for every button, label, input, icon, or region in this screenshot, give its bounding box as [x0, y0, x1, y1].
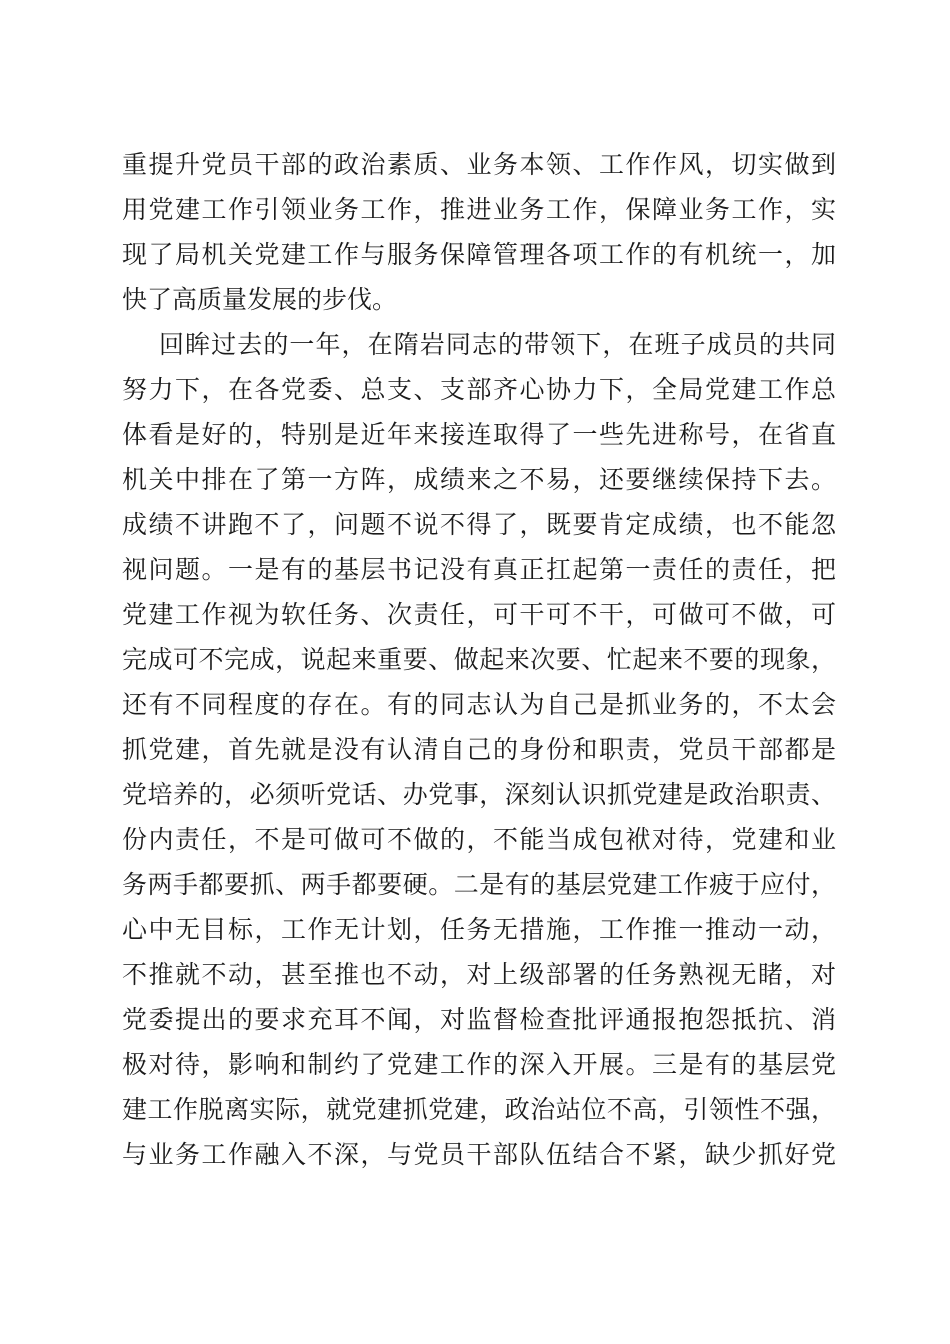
- text-line-8: 机关中排在了第一方阵，成绩来之不易，还要继续保持下去。: [122, 465, 836, 494]
- text-line-4: 快了高质量发展的步伐。: [122, 285, 398, 314]
- text-line-15: 党培养的，必须听党话、办党事，深刻认识抓党建是政治职责、: [122, 780, 836, 809]
- text-line-21: 极对待，影响和制约了党建工作的深入开展。三是有的基层党: [122, 1050, 836, 1079]
- text-line-13: 还有不同程度的存在。有的同志认为自己是抓业务的，不太会: [122, 690, 836, 719]
- text-line-10: 视问题。一是有的基层书记没有真正扛起第一责任的责任，把: [122, 555, 836, 584]
- text-line-3: 现了局机关党建工作与服务保障管理各项工作的有机统一，加: [122, 240, 836, 269]
- text-line-14: 抓党建，首先就是没有认清自己的身份和职责，党员干部都是: [122, 735, 836, 764]
- text-line-5: 回眸过去的一年，在隋岩同志的带领下，在班子成员的共同: [159, 330, 836, 359]
- text-line-9: 成绩不讲跑不了，问题不说不得了，既要肯定成绩，也不能忽: [122, 510, 836, 539]
- text-line-18: 心中无目标，工作无计划，任务无措施，工作推一推动一动，: [122, 915, 836, 944]
- text-line-22: 建工作脱离实际，就党建抓党建，政治站位不高，引领性不强，: [122, 1095, 836, 1124]
- text-line-6: 努力下，在各党委、总支、支部齐心协力下，全局党建工作总: [122, 375, 836, 404]
- text-line-7: 体看是好的，特别是近年来接连取得了一些先进称号，在省直: [122, 420, 836, 449]
- text-line-12: 完成可不完成，说起来重要、做起来次要、忙起来不要的现象，: [122, 645, 836, 674]
- text-line-11: 党建工作视为软任务、次责任，可干可不干，可做可不做，可: [122, 600, 836, 629]
- text-line-17: 务两手都要抓、两手都要硬。二是有的基层党建工作疲于应付，: [122, 870, 836, 899]
- text-line-1: 重提升党员干部的政治素质、业务本领、工作作风，切实做到: [122, 150, 836, 179]
- text-line-16: 份内责任，不是可做可不做的，不能当成包袱对待，党建和业: [122, 825, 836, 854]
- text-line-20: 党委提出的要求充耳不闻，对监督检查批评通报抱怨抵抗、消: [122, 1005, 836, 1034]
- body-text: [122, 142, 836, 1177]
- text-line-19: 不推就不动，甚至推也不动，对上级部署的任务熟视无睹，对: [122, 960, 836, 989]
- text-line-2: 用党建工作引领业务工作，推进业务工作，保障业务工作，实: [122, 195, 836, 224]
- text-line-23: 与业务工作融入不深，与党员干部队伍结合不紧，缺少抓好党: [122, 1140, 836, 1169]
